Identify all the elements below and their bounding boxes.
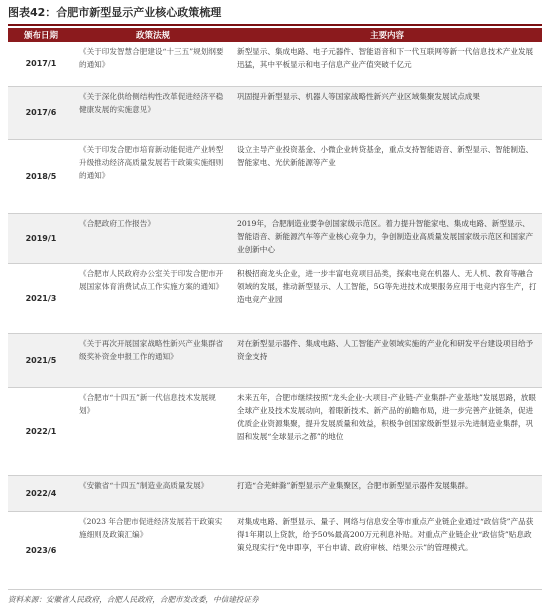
row-date: 2017/1 [8,42,74,86]
row-policy: 《关于印发智慧合肥建设“十三五”规划纲要的通知》 [74,42,232,86]
row-policy: 《关于印发合肥市培育新动能促进产业转型升级推动经济高质量发展若干政策实施细则的通知》 [74,139,232,213]
row-policy: 《合肥政府工作报告》 [74,213,232,263]
row-content: 新型显示、集成电路、电子元器件、智能语音和下一代互联网等新一代信息技术产业发展迅猛，其中平板显示和电子信息产业产值突破千亿元 [232,42,542,86]
table-row [8,511,542,589]
figure-title: 图表42：合肥市新型显示产业核心政策梳理 [8,4,542,26]
source-note: 资料来源：安徽省人民政府，合肥人民政府，合肥市发改委，中信建投证券 [8,594,259,604]
table-row [8,475,542,511]
row-date: 2022/4 [8,475,74,511]
table-row [8,42,542,86]
row-date: 2018/5 [8,139,74,213]
row-content: 设立主导产业投资基金、小微企业转贷基金，重点支持智能语音、新型显示、智能制造、智能家电、光伏新能源等产业 [232,139,542,213]
row-date: 2017/6 [8,86,74,139]
table-row [8,387,542,475]
row-content: 2019年，合肥制造业要争创国家级示范区。着力提升智能家电、集成电路、新型显示、智能语音、新能源汽车等产业核心竞争力，争创制造业高质量发展国家级示范区和国家产业创新中心 [232,213,542,263]
header-content: 主要内容 [232,28,542,42]
table-row [8,333,542,387]
policy-table [8,28,542,590]
row-policy: 《合肥市“十四五”新一代信息技术发展规划》 [74,387,232,475]
table-row [8,86,542,139]
row-policy: 《2023 年合肥市促进经济发展若干政策实施细则及政策汇编》 [74,511,232,589]
row-date: 2022/1 [8,387,74,475]
header-date: 颁布日期 [8,28,74,42]
row-date: 2021/5 [8,333,74,387]
row-date: 2019/1 [8,213,74,263]
row-content: 未来五年，合肥市继续按照“龙头企业-大项目-产业链-产业集群-产业基地”发展思路，放眼全球产业及技术发展动向，着眼新技术、新产品的前瞻布局，进一步完善产业链条，促进优质企业资源集聚，提升发展质量和效益，积极争创国家级新型显示先进制造业集群，巩固和发展“全球显示之都”的地位 [232,387,542,475]
row-policy: 《关于深化供给侧结构性改革促进经济平稳健康发展的实施意见》 [74,86,232,139]
row-content: 对在新型显示器件、集成电路、人工智能产业领域实施的产业化和研发平台建设项目给予资金支持 [232,333,542,387]
row-content: 打造“合芜蚌滁”新型显示产业集聚区，合肥市新型显示器件发展集群。 [232,475,542,511]
row-policy: 《关于再次开展国家战略性新兴产业集群省级奖补资金申报工作的通知》 [74,333,232,387]
table-row [8,139,542,213]
table-body [8,42,542,589]
row-content: 积极招商龙头企业，进一步丰富电竞项目品类，探索电竞在机器人、无人机、教育等融合领域的发展，推动新型显示、人工智能，5G等先进技术成果服务应用于电竞内容生产，打造电竞产业园 [232,263,542,333]
table-header [8,28,542,42]
row-date: 2021/3 [8,263,74,333]
row-content: 对集成电路、新型显示、量子、网络与信息安全等市重点产业链企业通过“政信贷”产品获得1年期以上贷款，给予50%最高200万元利息补贴。对重点产业链企业“政信贷”贴息政策兑现实行“免申即享，平台申请、政府审核、结果公示”的管理模式。 [232,511,542,589]
row-policy: 《安徽省“十四五”制造业高质量发展》 [74,475,232,511]
row-policy: 《合肥市人民政府办公室关于印发合肥市开展国家体育消费试点工作实施方案的通知》 [74,263,232,333]
table-row [8,263,542,333]
row-date: 2023/6 [8,511,74,589]
header-policy: 政策法规 [74,28,232,42]
row-content: 巩固提升新型显示、机器人等国家战略性新兴产业区域集聚发展试点成果 [232,86,542,139]
table-row [8,213,542,263]
